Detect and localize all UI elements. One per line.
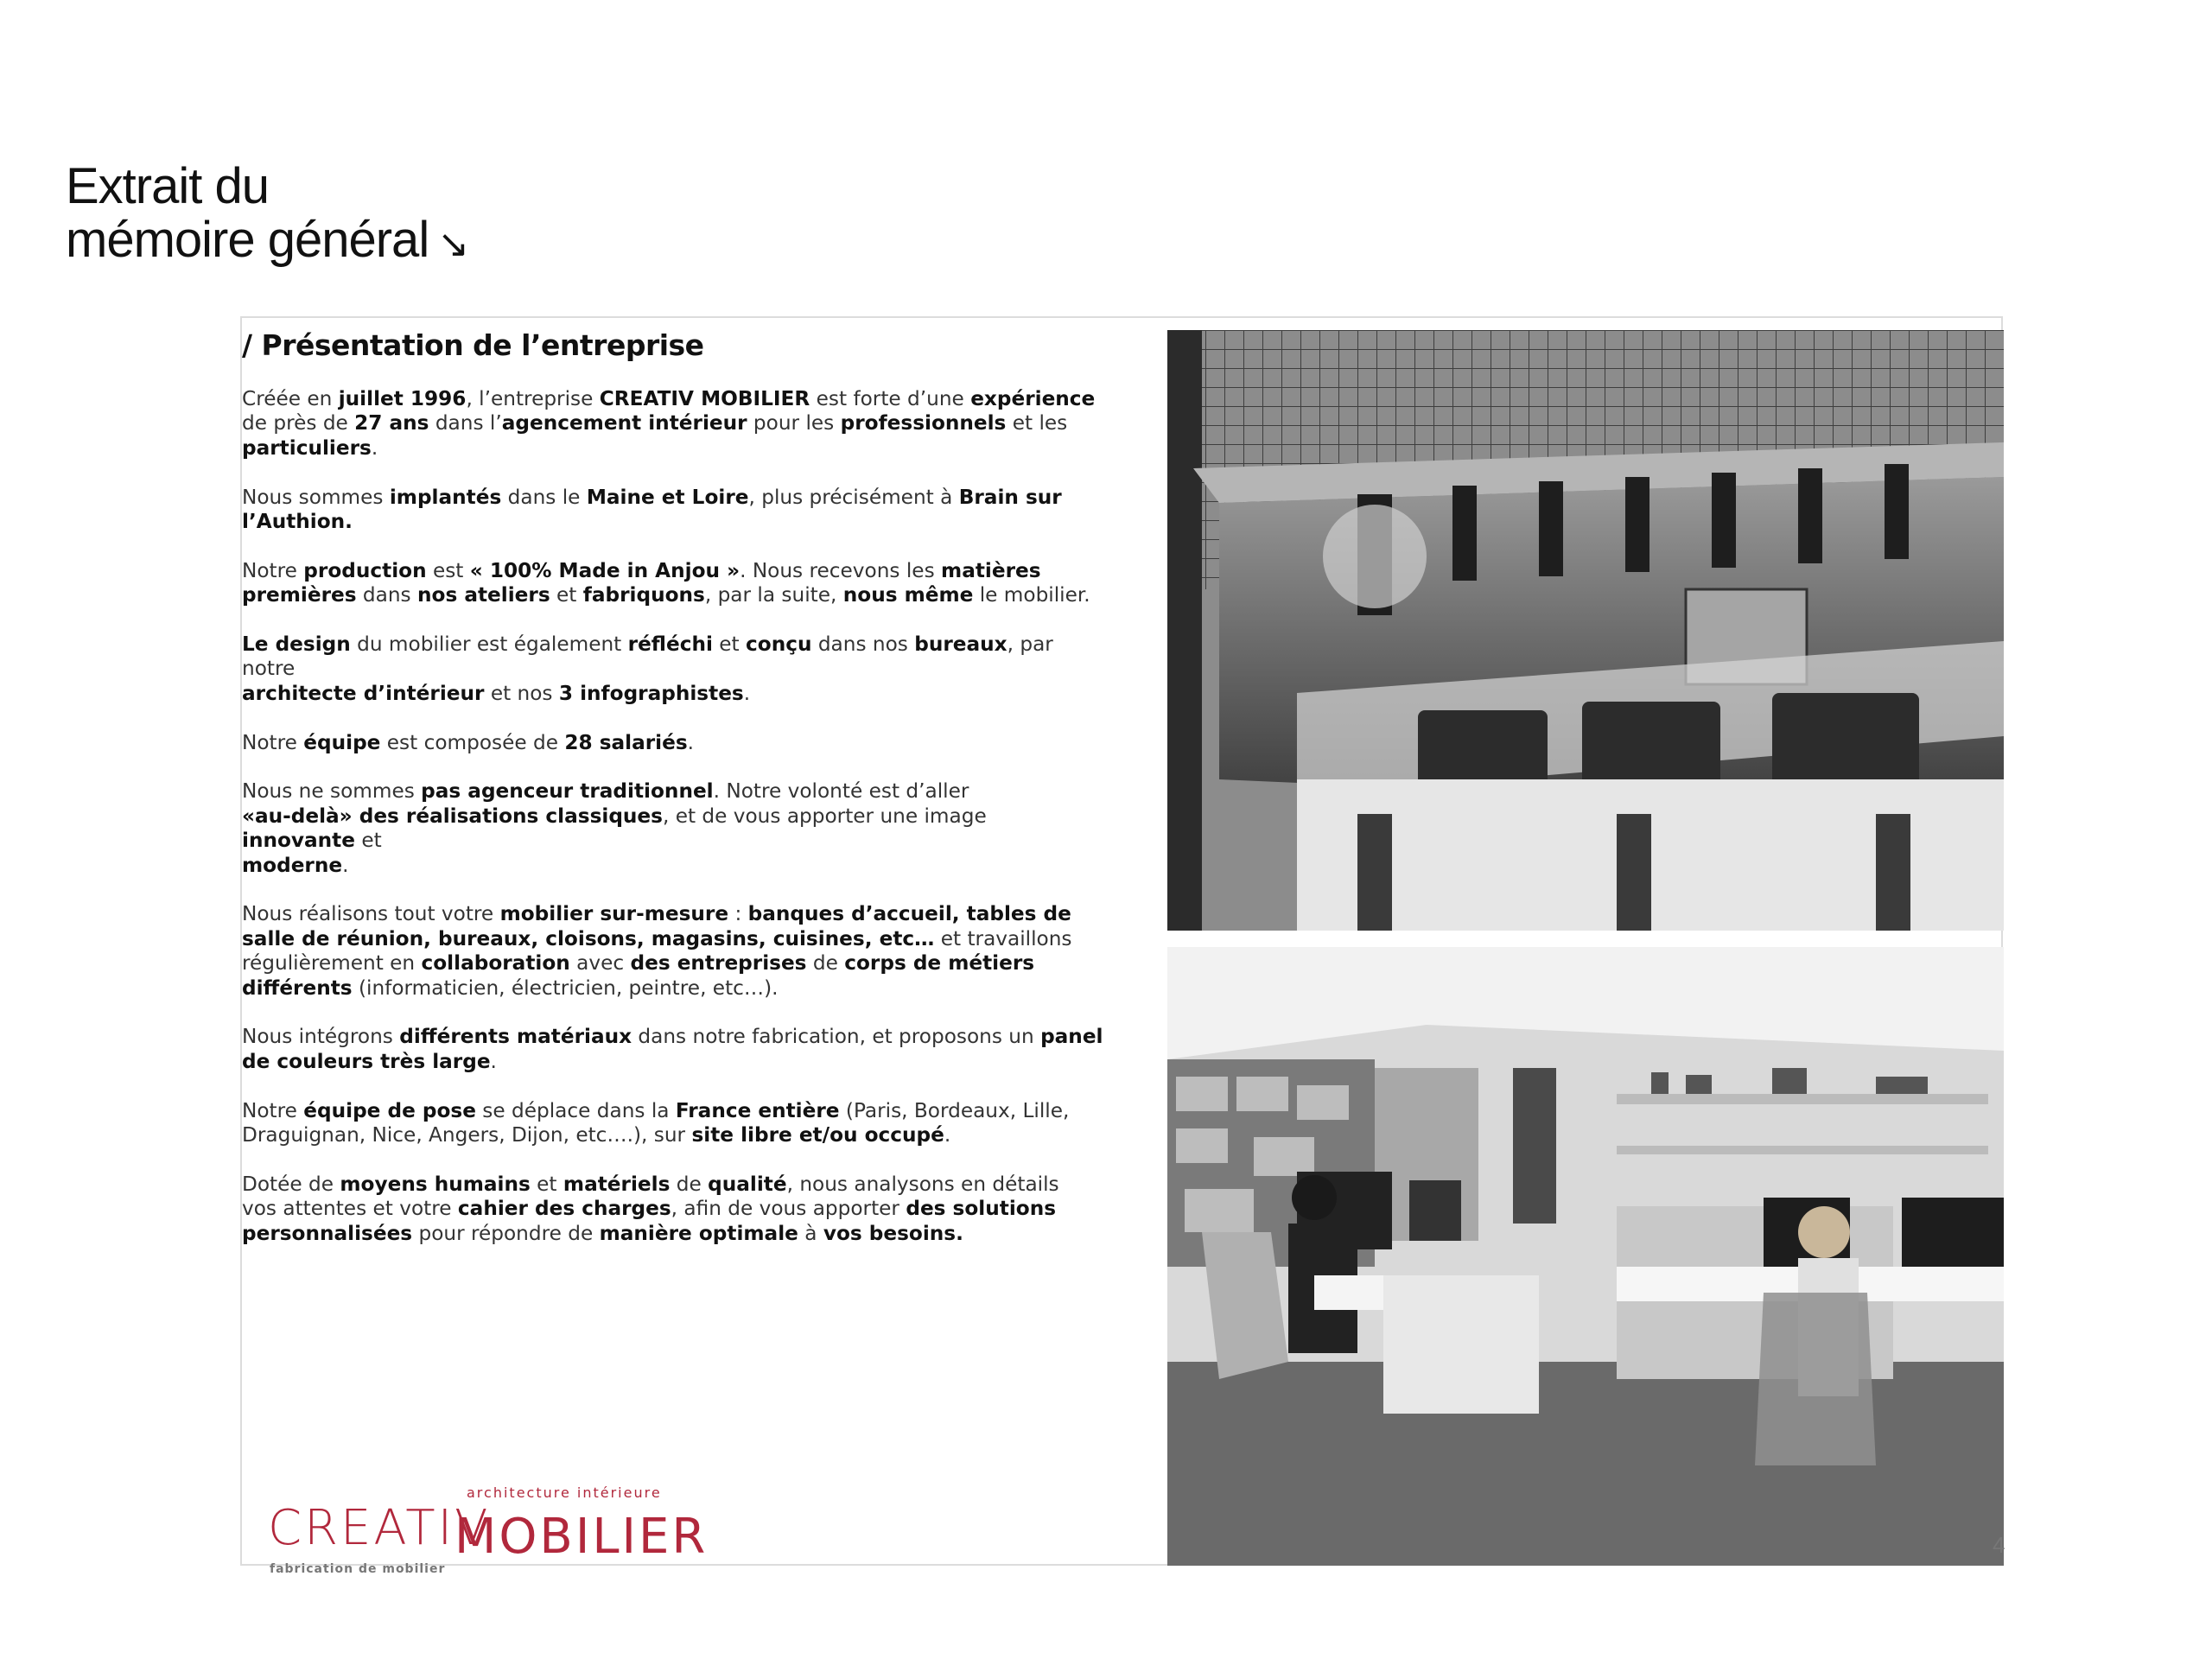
emphasis-text: des solutions: [906, 1197, 1057, 1221]
emphasis-text: moderne: [242, 853, 343, 877]
body-text-run: :: [728, 902, 748, 926]
emphasis-text: implantés: [389, 485, 502, 509]
paragraph: [242, 779, 1106, 878]
body-text-run: .: [371, 435, 378, 460]
body-text-run: est: [426, 558, 470, 582]
body-text-run: . Nous recevons les: [740, 558, 942, 582]
body-text-run: et: [712, 632, 747, 657]
emphasis-text: différents matériaux: [399, 1025, 632, 1049]
body-text-run: .: [944, 1123, 951, 1147]
body-text-run: dans nos: [811, 632, 915, 657]
body-text-run: Notre: [242, 558, 304, 582]
body-text-run: , nous analysons en détails: [786, 1172, 1059, 1196]
company-logo: [268, 1484, 709, 1576]
logo-word-mobilier: MOBILIER: [454, 1509, 709, 1565]
emphasis-text: 28 salariés: [564, 730, 688, 754]
emphasis-text: différents: [242, 976, 353, 1000]
emphasis-text: cahier des charges: [457, 1197, 671, 1221]
emphasis-text: collaboration: [421, 951, 570, 976]
body-text-run: Nous réalisons tout votre: [242, 902, 500, 926]
arrow-down-right-icon: ↘: [437, 223, 469, 265]
emphasis-text: fabriquons: [582, 583, 705, 607]
emphasis-text: Maine et Loire: [586, 485, 749, 509]
page-number: 4: [1993, 1532, 2005, 1558]
body-text-run: Créée en: [242, 387, 339, 410]
emphasis-text: équipe de pose: [303, 1098, 476, 1122]
body-text-run: et nos: [484, 681, 559, 705]
emphasis-text: production: [303, 558, 427, 582]
body-text-run: dans: [356, 583, 418, 607]
logo-tagline-top: architecture intérieure: [467, 1484, 662, 1501]
emphasis-text: «au-delà» des réalisations classiques: [242, 804, 663, 828]
body-text-run: , afin de vous apporter: [671, 1197, 906, 1221]
emphasis-text: innovante: [242, 829, 355, 853]
emphasis-text: expérience: [970, 387, 1096, 410]
emphasis-text: l’Authion.: [242, 510, 353, 534]
emphasis-text: banques d’accueil, tables de: [747, 902, 1071, 926]
emphasis-text: Brain sur: [958, 485, 1062, 509]
section-title: / Présentation de l’entreprise: [242, 328, 704, 362]
paragraph: [242, 731, 1106, 755]
emphasis-text: vos besoins.: [823, 1221, 963, 1245]
body-text-run: pour répondre de: [412, 1221, 600, 1245]
body-text-run: à: [798, 1221, 823, 1245]
emphasis-text: matériels: [563, 1172, 671, 1196]
emphasis-text: matières: [941, 558, 1041, 582]
body-text-run: et les: [1006, 411, 1068, 435]
emphasis-text: CREATIV MOBILIER: [599, 387, 810, 410]
logo-word-creativ: CREATIV: [268, 1500, 491, 1556]
body-text-run: avec: [569, 951, 631, 976]
emphasis-text: pas agenceur traditionnel: [421, 779, 714, 804]
body-text-run: , par notre: [242, 632, 1053, 681]
emphasis-text: salle de réunion, bureaux, cloisons, magasins, cuisines, etc…: [242, 926, 935, 950]
logo-tagline-bottom: fabrication de mobilier: [270, 1562, 446, 1576]
body-text-run: , et de vous apporter une image: [662, 804, 987, 828]
emphasis-text: 27 ans: [354, 411, 429, 435]
body-text-run: .: [687, 730, 695, 754]
body-text-run: vos attentes et votre: [242, 1197, 458, 1221]
body-text-run: de: [806, 951, 845, 976]
body-text-run: régulièrement en: [242, 951, 422, 976]
paragraph: [242, 632, 1106, 706]
emphasis-text: panel: [1040, 1025, 1103, 1049]
body-text-run: du mobilier est également: [350, 632, 628, 657]
page-title-line2: [66, 213, 468, 271]
emphasis-text: de couleurs très large: [242, 1049, 491, 1073]
emphasis-text: particuliers: [242, 435, 372, 460]
body-text-run: Notre: [242, 1098, 304, 1122]
body-text-run: de près de: [242, 411, 355, 435]
body-text-run: Notre: [242, 730, 304, 754]
body-text-run: se déplace dans la: [475, 1098, 676, 1122]
emphasis-text: corps de métiers: [844, 951, 1035, 976]
paragraph: [242, 486, 1106, 535]
emphasis-text: professionnels: [840, 411, 1007, 435]
body-text-run: , l’entreprise: [466, 387, 600, 410]
paragraph: [242, 559, 1106, 608]
emphasis-text: conçu: [746, 632, 812, 657]
emphasis-text: France entière: [675, 1098, 840, 1122]
emphasis-text: mobilier sur-mesure: [499, 902, 729, 926]
cnc-machine-photo: [1167, 330, 2004, 931]
body-text-run: et: [530, 1172, 563, 1196]
emphasis-text: nous même: [842, 583, 974, 607]
body-text-run: dans notre fabrication, et proposons un: [632, 1025, 1041, 1049]
body-text-run: Draguignan, Nice, Angers, Dijon, etc….), sur: [242, 1123, 692, 1147]
page-title: [66, 160, 468, 271]
paragraph: [242, 1173, 1106, 1246]
body-text-run: est composée de: [380, 730, 565, 754]
body-text-run: Nous ne sommes: [242, 779, 422, 804]
emphasis-text: « 100% Made in Anjou »: [469, 558, 741, 582]
emphasis-text: des entreprises: [630, 951, 807, 976]
body-text-run: .: [342, 853, 349, 877]
emphasis-text: personnalisées: [242, 1221, 413, 1245]
body-text-run: et travaillons: [934, 926, 1072, 950]
paragraph: [242, 387, 1106, 461]
body-text-run: .: [743, 681, 751, 705]
emphasis-text: bureaux: [914, 632, 1007, 657]
body-text-run: pour les: [747, 411, 841, 435]
body-text-run: , par la suite,: [704, 583, 843, 607]
emphasis-text: moyens humains: [340, 1172, 531, 1196]
emphasis-text: site libre et/ou occupé: [691, 1123, 944, 1147]
emphasis-text: juillet 1996: [338, 387, 467, 410]
emphasis-text: premières: [242, 583, 357, 607]
office-photo: [1167, 947, 2004, 1566]
body-text-run: dans le: [501, 485, 587, 509]
paragraph: [242, 1025, 1106, 1074]
body-text-run: Nous sommes: [242, 485, 390, 509]
body-text-run: est forte d’une: [810, 387, 971, 410]
body-text-run: (Paris, Bordeaux, Lille,: [839, 1098, 1070, 1122]
presentation-text: [242, 387, 1106, 1270]
emphasis-text: manière optimale: [599, 1221, 798, 1245]
body-text-run: Dotée de: [242, 1172, 340, 1196]
body-text-run: , plus précisément à: [748, 485, 959, 509]
presentation-card: [240, 316, 2005, 1576]
paragraph: [242, 1099, 1106, 1148]
body-text-run: .: [490, 1049, 497, 1073]
body-text-run: Nous intégrons: [242, 1025, 400, 1049]
body-text-run: dans l’: [429, 411, 502, 435]
body-text-run: le mobilier.: [973, 583, 1090, 607]
emphasis-text: Le design: [242, 632, 351, 657]
emphasis-text: 3 infographistes: [558, 681, 744, 705]
body-text-run: et: [354, 829, 382, 853]
body-text-run: (informaticien, électricien, peintre, etc…).: [352, 976, 779, 1000]
emphasis-text: architecte d’intérieur: [242, 681, 485, 705]
emphasis-text: équipe: [303, 730, 381, 754]
body-text-run: de: [670, 1172, 709, 1196]
cnc-machine-illustration: [1167, 330, 2004, 931]
office-illustration: [1167, 947, 2004, 1566]
emphasis-text: agencement intérieur: [501, 411, 747, 435]
emphasis-text: qualité: [708, 1172, 787, 1196]
paragraph: [242, 902, 1106, 1001]
page-title-text: mémoire général: [66, 212, 429, 268]
emphasis-text: réfléchi: [627, 632, 713, 657]
emphasis-text: nos ateliers: [417, 583, 550, 607]
body-text-run: et: [550, 583, 583, 607]
body-text-run: . Notre volonté est d’aller: [713, 779, 969, 804]
page-title-line1: Extrait du: [66, 158, 269, 214]
